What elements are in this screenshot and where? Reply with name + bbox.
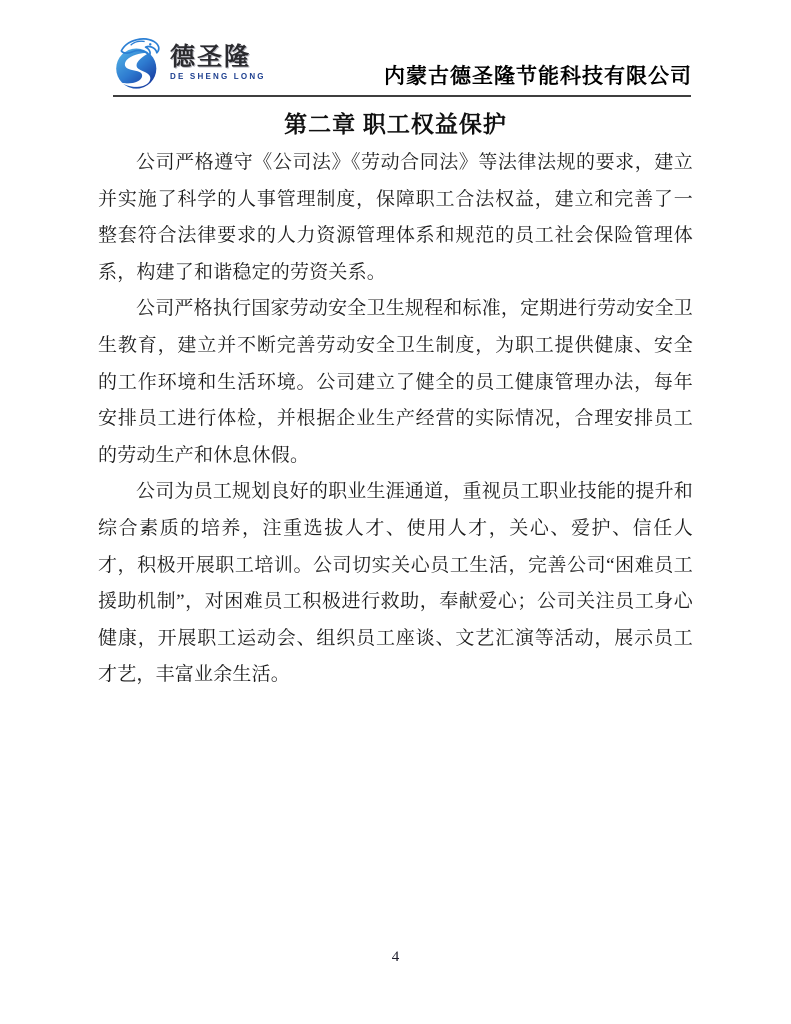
company-logo (112, 34, 266, 92)
page-header (0, 0, 791, 97)
header-rule (113, 95, 691, 97)
logo-name-cn: 德圣隆 (170, 43, 252, 71)
page-number: 4 (391, 949, 400, 965)
dragon-logo-icon (112, 34, 168, 92)
company-name: 内蒙古德圣隆节能科技有限公司 (384, 64, 692, 88)
document-body (98, 99, 693, 694)
logo-text (170, 45, 266, 81)
paragraph-1: 公司严格遵守《公司法》《劳动合同法》等法律法规的要求，建立并实施了科学的人事管理制度，保障职工合法权益，建立和完善了一整套符合法律要求的人力资源管理体系和规范的员工社会保险管理体系，构建了和谐稳定的劳资关系。 (98, 152, 693, 283)
paragraph-3: 公司为员工规划良好的职业生涯通道，重视员工职业技能的提升和综合素质的培养，注重选拔人才、使用人才，关心、爱护、信任人才，积极开展职工培训。公司切实关心员工生活，完善公司“困难员工援助机制”，对困难员工积极进行救助，奉献爱心；公司关注员工身心健康，开展职工运动会、组织员工座谈、文艺汇演等活动，展示员工才艺，丰富业余生活。 (98, 481, 693, 686)
page-footer (0, 948, 791, 966)
chapter-title: 第二章 职工权益保护 (284, 112, 507, 137)
paragraph-2: 公司严格执行国家劳动安全卫生规程和标准，定期进行劳动安全卫生教育，建立并不断完善劳动安全卫生制度，为职工提供健康、安全的工作环境和生活环境。公司建立了健全的员工健康管理办法，每年安排员工进行体检，并根据企业生产经营的实际情况，合理安排员工的劳动生产和休息休假。 (98, 298, 693, 466)
logo-name-en: DE SHENG LONG (170, 72, 266, 81)
